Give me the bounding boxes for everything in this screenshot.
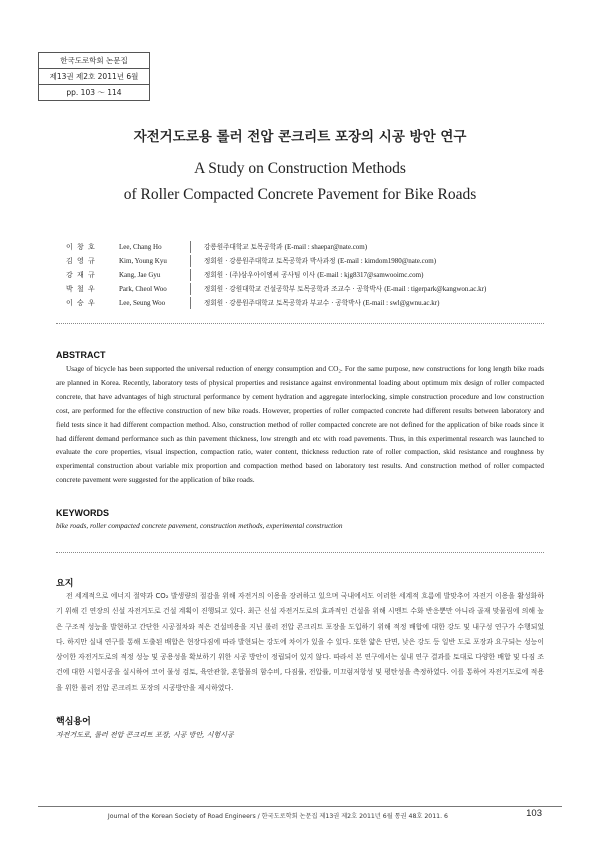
author-affiliation: 정회원 · 강릉원주대학교 토목공학과 박사과정 (E-mail : kimdom1980@nate.com): [204, 257, 437, 265]
author-row: [66, 254, 486, 268]
keywords-heading: KEYWORDS: [56, 508, 110, 518]
author-email: (E-mail : shaepar@nate.com): [284, 243, 368, 251]
author-affiliation: 정회원 · 강릉원주대학교 토목공학과 부교수 · 공학박사 (E-mail : swl@gwnu.ac.kr): [204, 299, 440, 307]
author-affiliation: 정회원 · 강원대학교 건설공학부 토목공학과 조교수 · 공학박사 (E-mail : tigerpark@kangwon.ac.kr): [204, 285, 487, 293]
keywords-ko-text: 자전거도로, 롤러 전압 콘크리트 포장, 시공 방안, 시험시공: [56, 731, 234, 739]
author-name-ko: 이 승 우: [66, 299, 96, 307]
author-row: [66, 240, 486, 254]
journal-volume: 제13권 제2호 2011년 6월: [39, 69, 149, 85]
author-affiliation: 정회원 · (주)삼우아이엠씨 공사팀 이사 (E-mail : kjg8317@samwooimc.com): [204, 271, 424, 279]
author-name-en: Lee, Seung Woo: [119, 299, 166, 307]
author-row: [66, 282, 486, 296]
dotted-divider: [56, 552, 544, 553]
author-email: (E-mail : swl@gwnu.ac.kr): [363, 299, 440, 307]
author-name-ko: 박 철 우: [66, 285, 96, 293]
footer-citation: Journal of the Korean Society of Road Engineers / 한국도로학회 논문집 제13권 제2호 2011년 6월 통권 48호 2011. 6: [107, 813, 448, 820]
author-row: [66, 296, 486, 310]
title-english-line2: of Roller Compacted Concrete Pavement for Bike Roads: [123, 186, 477, 203]
author-row: [66, 268, 486, 282]
journal-name: 한국도로학회 논문집: [39, 53, 149, 69]
abstract-heading: ABSTRACT: [56, 350, 106, 360]
author-affiliation: 강릉원주대학교 토목공학과 (E-mail : shaepar@nate.com): [204, 243, 368, 251]
author-email: (E-mail : kjg8317@samwooimc.com): [317, 271, 424, 279]
author-list: [66, 240, 486, 310]
journal-info-box: [38, 52, 150, 101]
page-number: 103: [526, 808, 542, 819]
keywords-text: bike roads, roller compacted concrete pavement, construction methods, experimental construction: [56, 521, 343, 530]
author-email: (E-mail : tigerpark@kangwon.ac.kr): [384, 285, 487, 293]
title-korean: 자전거도로용 롤러 전압 콘크리트 포장의 시공 방안 연구: [133, 129, 467, 145]
journal-pages: pp. 103 ～ 114: [66, 88, 122, 97]
author-email: (E-mail : kimdom1980@nate.com): [337, 257, 437, 265]
author-divider: [190, 241, 204, 253]
author-name-en: Kang, Jae Gyu: [119, 271, 161, 279]
author-name-en: Kim, Young Kyu: [119, 257, 167, 265]
author-divider: [190, 269, 204, 281]
author-name-ko: 강 재 규: [66, 271, 96, 279]
footer-rule: [38, 806, 562, 807]
author-divider: [190, 283, 204, 295]
author-divider: [190, 297, 204, 309]
summary-ko-heading: 요지: [56, 579, 74, 589]
author-name-en: Park, Cheol Woo: [119, 285, 167, 293]
summary-ko-text: 전 세계적으로 에너지 절약과 CO₂ 발생량의 절감을 위해 자전거의 이용을 장려하고 있으며 국내에서도 이러한 세계적 흐름에 발맞추어 자전거 이용을 활성화하기 위해 긴 연장의 신설 자전거도로 건설 계획이 진행되고 있다. 최근 신설 자전거도로의 효과적인 건설을 위해 시멘트 수화 반응뿐만 아니라 골재 맞물림에 의해 높은 구조적 성능을 발현하고 간단한 시공절차와 적은 건설비용을 지닌 롤러 전압 콘크리트 포장을 도입하기 위해 적정 배합에 대한 강도 및 내구성 연구가 수행되었다. 하지만 실내 연구를 통해 도출된 배합은 현장다짐에 따라 발현되는 강도에 차이가 있을 수 있다. 또한 얇은 단면, 낮은 강도 등 일반 도로 포장과 요구되는 성능이 상이한 자전거도로의 적정 성능 및 공용성을 확보하기 위한 시공 방안이 정립되어 있지 않다. 따라서 본 연구에서는 실내 연구 결과를 토대로 다양한 배합 및 다짐 조건에 대한 시험시공을 실시하여 코어 물성 검토, 육안관찰, 혼합물의 함수비, 다짐률, 전압률, 미끄럼저항성 및 평탄성을 측정하였다. 이를 통하여 자전거도로에 적용을 위한 롤러 전압 콘크리트 포장의 시공방안을 제시하였다.: [56, 592, 545, 692]
title-english-line1: A Study on Construction Methods: [194, 160, 406, 177]
author-name-ko: 김 영 규: [66, 257, 96, 265]
keywords-ko-heading: 핵심용어: [56, 717, 91, 727]
author-name-en: Lee, Chang Ho: [119, 243, 162, 251]
author-divider: [190, 255, 204, 267]
author-name-ko: 이 창 호: [66, 243, 96, 251]
dotted-divider: [56, 323, 544, 324]
abstract-text: Usage of bicycle has been supported the universal reduction of energy consumption and CO₂. For the same purpose, new constructions for long length bike roads are planned in Korea. Recently, laboratory tests of physical properties and resistance against environmental loading about optimum mix design of roller compacted concrete, that have advantages of high structural performance by cement hydration and aggregate interlocking, simple construction procedure and low construction cost, are performed for the effective construction of new bike roads. However, properties of roller compacted concrete had different results between laboratory and field tests since it had different compaction method. Also, construction method of roller compacted concrete are not defined for the application of bike roads since it had different demand performance such as thin pavement thickness, low strength and etc with road pavements. Thus, in this experimental research was launched to evaluate the core properties, visual inspection, compaction ratio, water content, thickness reduction rate of roller compaction, skid resistance and roughness by experimental construction about variable mix proportion and compaction method based on laboratory test results. And construction method of roller compacted concrete pavement were suggested for the application of bike roads.: [56, 364, 544, 485]
